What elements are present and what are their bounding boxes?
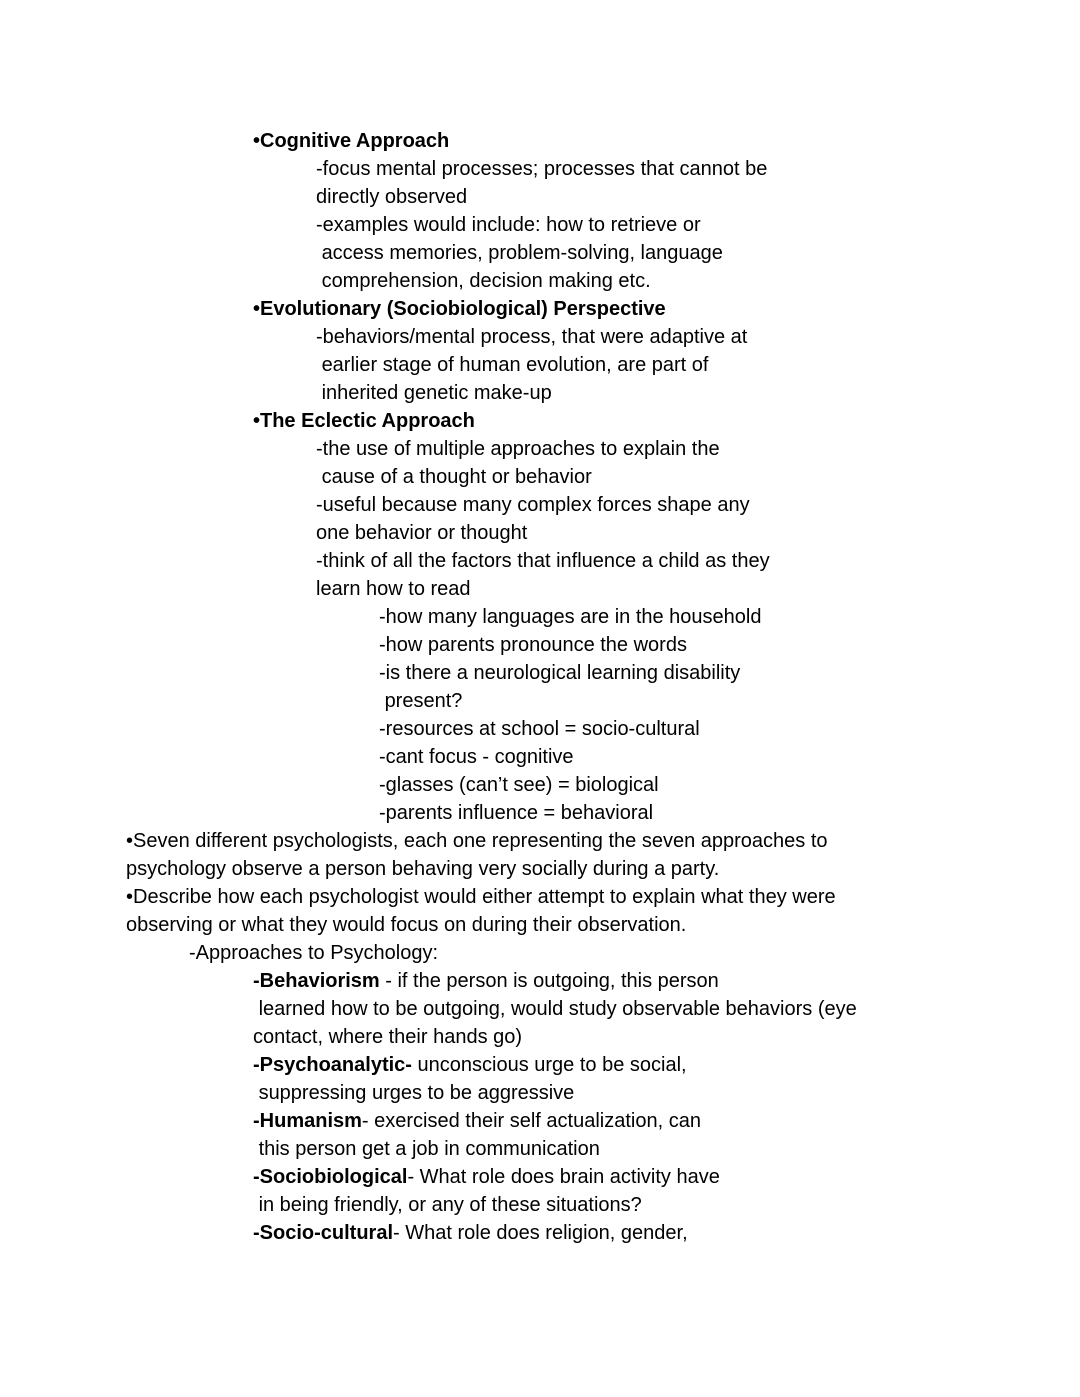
bold-text-segment: -Humanism (253, 1110, 362, 1132)
text-segment: -think of all the factors that influence a child as they (316, 550, 770, 572)
text-segment: one behavior or thought (316, 522, 528, 544)
bold-text-segment: -Psychoanalytic- (253, 1054, 412, 1076)
text-segment: earlier stage of human evolution, are part of (316, 354, 709, 376)
text-line (0, 911, 1080, 939)
text-line (0, 1135, 1080, 1163)
text-segment: -how many languages are in the household (379, 606, 762, 628)
text-segment: - What role does brain activity have (407, 1166, 720, 1188)
text-line (0, 883, 1080, 911)
text-segment: unconscious urge to be social, (411, 1054, 687, 1076)
text-segment: -the use of multiple approaches to explain the (316, 438, 720, 460)
text-line (0, 547, 1080, 575)
text-segment: present? (379, 690, 463, 712)
document-content (0, 127, 1080, 1247)
text-line (0, 323, 1080, 351)
text-segment: cause of a thought or behavior (316, 466, 592, 488)
text-line (0, 407, 1080, 435)
text-line (0, 603, 1080, 631)
text-line (0, 855, 1080, 883)
text-line (0, 519, 1080, 547)
text-line (0, 827, 1080, 855)
text-segment: -parents influence = behavioral (379, 802, 654, 824)
text-segment: •Describe how each psychologist would either attempt to explain what they were (126, 886, 836, 908)
text-segment: learned how to be outgoing, would study observable behaviors (eye (253, 998, 857, 1020)
text-segment: •Seven different psychologists, each one representing the seven approaches to (126, 830, 828, 852)
text-line (0, 155, 1080, 183)
text-segment: observing or what they would focus on during their observation. (126, 914, 687, 936)
text-line (0, 743, 1080, 771)
text-segment: learn how to read (316, 578, 471, 600)
text-line (0, 995, 1080, 1023)
text-segment: -cant focus - cognitive (379, 746, 574, 768)
text-segment: -behaviors/mental process, that were adaptive at (316, 326, 748, 348)
text-line (0, 939, 1080, 967)
text-line (0, 1191, 1080, 1219)
text-line (0, 351, 1080, 379)
text-segment: -is there a neurological learning disability (379, 662, 741, 684)
text-line (0, 715, 1080, 743)
text-segment: -resources at school = socio-cultural (379, 718, 700, 740)
text-line (0, 211, 1080, 239)
text-segment: in being friendly, or any of these situations? (253, 1194, 642, 1216)
text-segment: - What role does religion, gender, (393, 1222, 688, 1244)
text-line (0, 267, 1080, 295)
text-segment: -how parents pronounce the words (379, 634, 687, 656)
text-line (0, 491, 1080, 519)
text-segment: -useful because many complex forces shape any (316, 494, 750, 516)
text-line (0, 239, 1080, 267)
text-line (0, 463, 1080, 491)
text-line (0, 659, 1080, 687)
bold-text-segment: -Behaviorism (253, 970, 380, 992)
bold-text-segment: •The Eclectic Approach (253, 410, 475, 432)
text-line (0, 127, 1080, 155)
text-segment: psychology observe a person behaving very socially during a party. (126, 858, 720, 880)
text-segment: -glasses (can’t see) = biological (379, 774, 659, 796)
text-segment: suppressing urges to be aggressive (253, 1082, 575, 1104)
text-segment: contact, where their hands go) (253, 1026, 523, 1048)
bold-text-segment: •Evolutionary (Sociobiological) Perspective (253, 298, 666, 320)
text-line (0, 1107, 1080, 1135)
text-segment: - if the person is outgoing, this person (379, 970, 719, 992)
text-line (0, 1051, 1080, 1079)
text-segment: this person get a job in communication (253, 1138, 600, 1160)
text-line (0, 1079, 1080, 1107)
text-line (0, 295, 1080, 323)
text-line (0, 1023, 1080, 1051)
text-segment: inherited genetic make-up (316, 382, 552, 404)
bold-text-segment: -Socio-cultural (253, 1222, 394, 1244)
text-line (0, 435, 1080, 463)
text-segment: comprehension, decision making etc. (316, 270, 651, 292)
text-line (0, 1219, 1080, 1247)
text-line (0, 967, 1080, 995)
text-segment: -focus mental processes; processes that cannot be (316, 158, 768, 180)
text-segment: -examples would include: how to retrieve or (316, 214, 701, 236)
text-segment: access memories, problem-solving, language (316, 242, 723, 264)
text-line (0, 183, 1080, 211)
text-line (0, 687, 1080, 715)
text-line (0, 771, 1080, 799)
text-line (0, 379, 1080, 407)
text-line (0, 575, 1080, 603)
bold-text-segment: -Sociobiological (253, 1166, 408, 1188)
text-segment: - exercised their self actualization, can (361, 1110, 701, 1132)
text-segment: directly observed (316, 186, 468, 208)
text-line (0, 799, 1080, 827)
text-line (0, 631, 1080, 659)
text-line (0, 1163, 1080, 1191)
text-segment: -Approaches to Psychology: (189, 942, 439, 964)
bold-text-segment: •Cognitive Approach (253, 130, 450, 152)
